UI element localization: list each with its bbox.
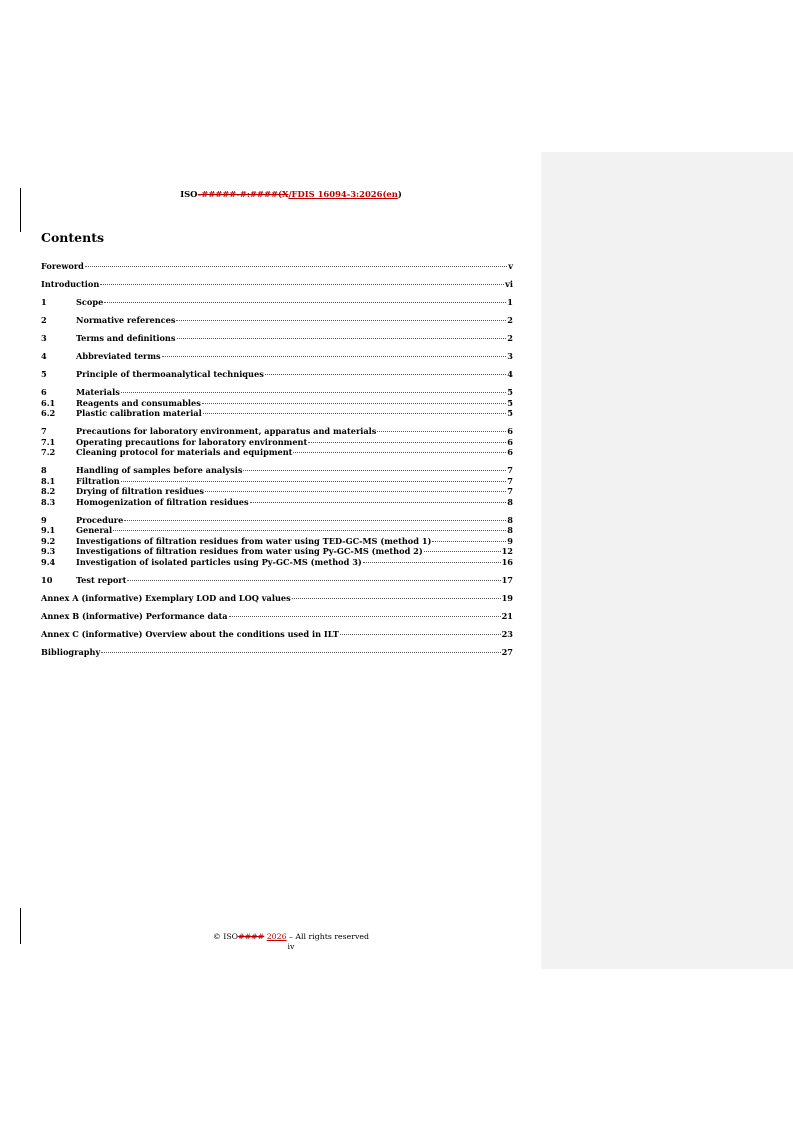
- toc-entry-page: 2: [507, 315, 513, 325]
- toc-entry[interactable]: [41, 297, 513, 308]
- toc-entry-number: 9.2: [41, 535, 56, 546]
- copyright-line: [41, 932, 541, 942]
- toc-entry[interactable]: [41, 447, 513, 458]
- copyright-prefix: © ISO: [212, 932, 239, 941]
- toc-entry[interactable]: [41, 525, 513, 536]
- header-inserted-text: /FDIS 16094-3:2026(en: [288, 189, 398, 199]
- toc-entry[interactable]: [41, 476, 513, 487]
- toc-entry[interactable]: [41, 546, 513, 557]
- toc-entry-title: Bibliography: [41, 646, 101, 657]
- toc-dot-leader: [104, 302, 506, 303]
- toc-dot-leader: [121, 481, 507, 482]
- toc-entry-page: 17: [501, 574, 513, 585]
- toc-dot-leader: [121, 392, 506, 393]
- toc-dot-leader: [202, 403, 506, 404]
- toc-entry-number: 9.4: [41, 556, 56, 567]
- toc-dot-leader: [265, 374, 506, 375]
- toc-dot-leader: [229, 616, 501, 617]
- toc-entry-title: Investigation of isolated particles using Py-GC-MS (method 3): [76, 556, 362, 567]
- toc-entry[interactable]: [41, 261, 513, 272]
- toc-dot-leader: [432, 541, 506, 542]
- toc-entry-number: 2: [41, 315, 47, 325]
- toc-entry-number: 9.1: [41, 525, 56, 535]
- toc-dot-leader: [205, 491, 506, 492]
- toc-entry-number: 10: [41, 574, 53, 585]
- toc-entry-title: Annex B (informative) Performance data: [41, 610, 228, 621]
- toc-entry-page: 12: [501, 546, 513, 556]
- toc-dot-leader: [124, 520, 506, 521]
- toc-entry-number: 4: [41, 351, 47, 361]
- copyright-deleted-year: ####: [238, 932, 265, 941]
- toc-entry-page: 7: [507, 475, 513, 486]
- toc-entry-title: Handling of samples before analysis: [76, 465, 243, 475]
- toc-dot-leader: [243, 470, 506, 471]
- toc-entry-title: Plastic calibration material: [76, 408, 202, 418]
- header-prefix: ISO: [180, 189, 198, 199]
- toc-entry-title: Procedure: [76, 514, 124, 525]
- toc-entry-page: 27: [501, 646, 513, 657]
- toc-entry[interactable]: [41, 351, 513, 362]
- document-footer: [41, 932, 541, 952]
- contents-heading: Contents: [41, 230, 105, 245]
- toc-entry-number: 6.1: [41, 397, 56, 408]
- toc-entry-number: 8: [41, 465, 47, 475]
- toc-entry[interactable]: [41, 647, 513, 658]
- toc-dot-leader: [101, 652, 500, 653]
- toc-entry-title: Terms and definitions: [76, 333, 176, 343]
- toc-entry-page: v: [508, 261, 513, 271]
- toc-entry[interactable]: [41, 486, 513, 497]
- toc-entry-page: 5: [507, 397, 513, 408]
- toc-entry-number: 7.1: [41, 436, 56, 447]
- toc-entry-number: 8.2: [41, 486, 56, 496]
- toc-dot-leader: [363, 562, 501, 563]
- toc-entry[interactable]: [41, 465, 513, 476]
- toc-entry-page: 19: [501, 592, 513, 603]
- toc-entry[interactable]: [41, 557, 513, 568]
- toc-entry-number: 6.2: [41, 408, 56, 418]
- header-deleted-text: -#####-#:####(X: [197, 189, 289, 199]
- toc-entry[interactable]: [41, 279, 513, 290]
- toc-entry-number: 6: [41, 387, 47, 397]
- toc-entry[interactable]: [41, 497, 513, 508]
- toc-entry-title: General: [76, 525, 113, 535]
- toc-entry-title: Principle of thermoanalytical techniques: [76, 369, 264, 379]
- toc-entry-title: Normative references: [76, 315, 176, 325]
- toc-dot-leader: [377, 431, 506, 432]
- toc-entry-title: Introduction: [41, 279, 100, 289]
- toc-entry-title: Annex A (informative) Exemplary LOD and LOQ values: [41, 592, 291, 603]
- toc-entry-number: 9.3: [41, 546, 56, 556]
- header-suffix: ): [397, 189, 402, 199]
- table-of-contents: [41, 261, 513, 657]
- toc-entry[interactable]: [41, 369, 513, 380]
- toc-entry[interactable]: [41, 426, 513, 437]
- toc-entry-page: 4: [507, 369, 513, 379]
- toc-entry-page: 6: [507, 447, 513, 457]
- toc-entry-page: 23: [501, 628, 513, 639]
- toc-entry[interactable]: [41, 536, 513, 547]
- toc-entry-page: 8: [507, 496, 513, 507]
- toc-entry[interactable]: [41, 437, 513, 448]
- toc-entry-number: 7: [41, 426, 47, 436]
- toc-dot-leader: [100, 284, 504, 285]
- toc-entry-page: 6: [507, 436, 513, 447]
- toc-dot-leader: [340, 634, 501, 635]
- toc-entry-page: 3: [507, 351, 513, 361]
- toc-entry-title: Test report: [76, 574, 127, 585]
- toc-entry[interactable]: [41, 575, 513, 586]
- toc-entry-title: Filtration: [76, 475, 120, 486]
- toc-entry[interactable]: [41, 315, 513, 326]
- toc-entry-title: Investigations of filtration residues from water using Py-GC-MS (method 2): [76, 546, 423, 556]
- toc-entry-title: Foreword: [41, 261, 84, 271]
- toc-dot-leader: [177, 338, 507, 339]
- toc-entry[interactable]: [41, 333, 513, 344]
- toc-entry-title: Abbreviated terms: [76, 351, 161, 361]
- toc-entry-page: 21: [501, 610, 513, 621]
- toc-entry-page: 1: [507, 297, 513, 307]
- toc-entry-page: 7: [507, 465, 513, 475]
- change-bar: [20, 908, 21, 944]
- toc-entry-number: 8.3: [41, 496, 56, 507]
- toc-entry-number: 3: [41, 333, 47, 343]
- toc-entry-page: 2: [507, 333, 513, 343]
- copyright-suffix: – All rights reserved: [286, 932, 370, 941]
- toc-entry-page: 9: [507, 535, 513, 546]
- toc-dot-leader: [250, 502, 507, 503]
- toc-dot-leader: [162, 356, 507, 357]
- toc-entry-page: vi: [505, 279, 513, 289]
- toc-entry-number: 7.2: [41, 447, 56, 457]
- toc-entry-title: Reagents and consumables: [76, 397, 201, 408]
- toc-entry-title: Investigations of filtration residues from water using TED-GC-MS (method 1): [76, 535, 432, 546]
- toc-entry-page: 8: [507, 514, 513, 525]
- toc-dot-leader: [203, 413, 507, 414]
- toc-entry-number: 1: [41, 297, 47, 307]
- toc-entry-title: Drying of filtration residues: [76, 486, 205, 496]
- toc-entry-page: 8: [507, 525, 513, 535]
- toc-entry[interactable]: [41, 398, 513, 409]
- toc-entry-number: 9: [41, 514, 47, 525]
- toc-entry-page: 5: [507, 408, 513, 418]
- toc-entry[interactable]: [41, 611, 513, 622]
- toc-entry[interactable]: [41, 387, 513, 398]
- toc-dot-leader: [85, 266, 507, 267]
- toc-dot-leader: [127, 580, 500, 581]
- toc-entry-title: Scope: [76, 297, 104, 307]
- toc-entry-number: 5: [41, 369, 47, 379]
- toc-dot-leader: [308, 442, 506, 443]
- toc-entry-title: Precautions for laboratory environment, apparatus and materials: [76, 426, 377, 436]
- change-bar: [20, 188, 21, 232]
- document-header: [41, 189, 541, 199]
- toc-dot-leader: [424, 551, 501, 552]
- toc-entry[interactable]: [41, 593, 513, 604]
- toc-entry[interactable]: [41, 515, 513, 526]
- toc-entry-page: 6: [507, 426, 513, 436]
- toc-entry[interactable]: [41, 629, 513, 640]
- toc-entry-title: Materials: [76, 387, 120, 397]
- toc-entry[interactable]: [41, 408, 513, 419]
- toc-entry-title: Cleaning protocol for materials and equipment: [76, 447, 293, 457]
- copyright-inserted-year: 2026: [266, 932, 287, 941]
- toc-entry-page: 7: [507, 486, 513, 496]
- toc-entry-title: Homogenization of filtration residues: [76, 496, 249, 507]
- toc-dot-leader: [292, 598, 501, 599]
- toc-dot-leader: [113, 530, 506, 531]
- toc-dot-leader: [293, 452, 506, 453]
- toc-dot-leader: [176, 320, 506, 321]
- toc-entry-page: 16: [501, 556, 513, 567]
- page-number: iv: [287, 942, 295, 951]
- toc-entry-title: Annex C (informative) Overview about the conditions used in ILT: [41, 628, 339, 639]
- comment-pane: [541, 152, 793, 969]
- toc-entry-title: Operating precautions for laboratory environment: [76, 436, 308, 447]
- toc-entry-number: 8.1: [41, 475, 56, 486]
- toc-entry-page: 5: [507, 387, 513, 397]
